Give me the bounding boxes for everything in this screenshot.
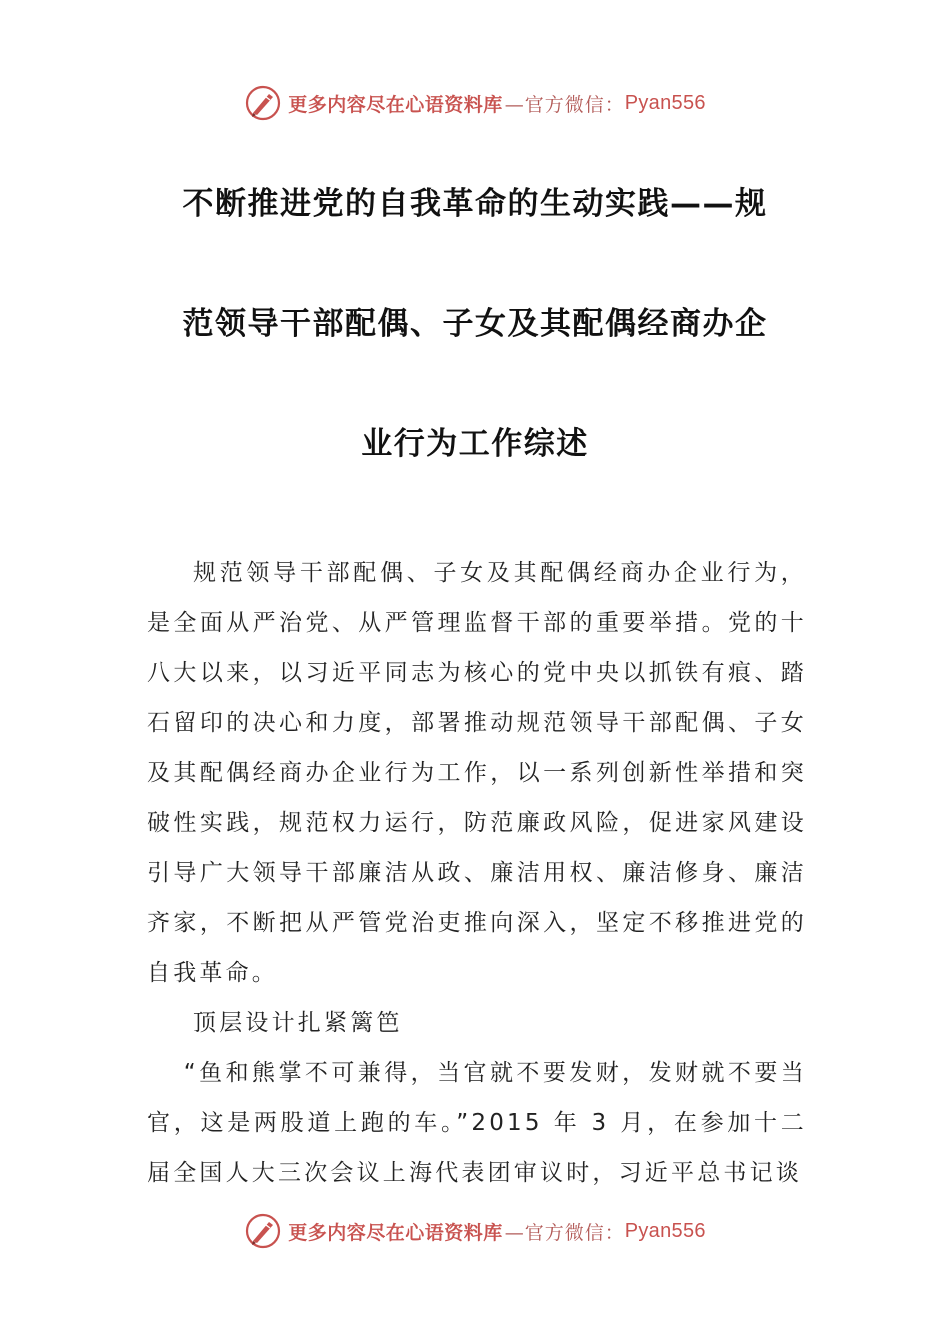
watermark-banner-bottom <box>0 1206 950 1256</box>
pen-logo-icon <box>244 1212 282 1250</box>
document-title-line-1: 不断推进党的自我革命的生动实践——规 <box>182 186 768 222</box>
document-body <box>147 548 807 1198</box>
watermark-banner-top <box>0 78 950 128</box>
watermark-wechat-label: —官方微信： <box>504 1221 625 1244</box>
watermark-text: 更多内容尽在心语资料库 <box>288 1221 503 1244</box>
watermark-text: 更多内容尽在心语资料库 <box>288 93 503 116</box>
paragraph-intro: 规范领导干部配偶、子女及其配偶经商办企业行为，是全面从严治党、从严管理监督干部的重要举措。党的十八大以来，以习近平同志为核心的党中央以抓铁有痕、踏石留印的决心和力度，部署推动规范领导干部配偶、子女及其配偶经商办企业行为工作，以一系列创新性举措和突破性实践，规范权力运行，防范廉政风险，促进家风建设引导广大领导干部廉洁从政、廉洁用权、廉洁修身、廉洁齐家，不断把从严管党治吏推向深入，坚定不移推进党的自我革命。 <box>147 560 807 986</box>
watermark-wechat-id: Pyan556 <box>624 1219 706 1242</box>
document-title-line-2: 范领导干部配偶、子女及其配偶经商办企 <box>182 306 768 342</box>
section-heading: 顶层设计扎紧篱笆 <box>193 1010 403 1036</box>
watermark-wechat-id: Pyan556 <box>624 91 706 114</box>
pen-logo-icon <box>244 84 282 122</box>
paragraph-quote: “鱼和熊掌不可兼得，当官就不要发财，发财就不要当官，这是两股道上跑的车。”2015 年 3 月，在参加十二届全国人大三次会议上海代表团审议时，习近平总书记谈 <box>147 1060 807 1186</box>
document-title-line-3: 业行为工作综述 <box>361 426 589 462</box>
watermark-wechat-label: —官方微信： <box>504 93 625 116</box>
